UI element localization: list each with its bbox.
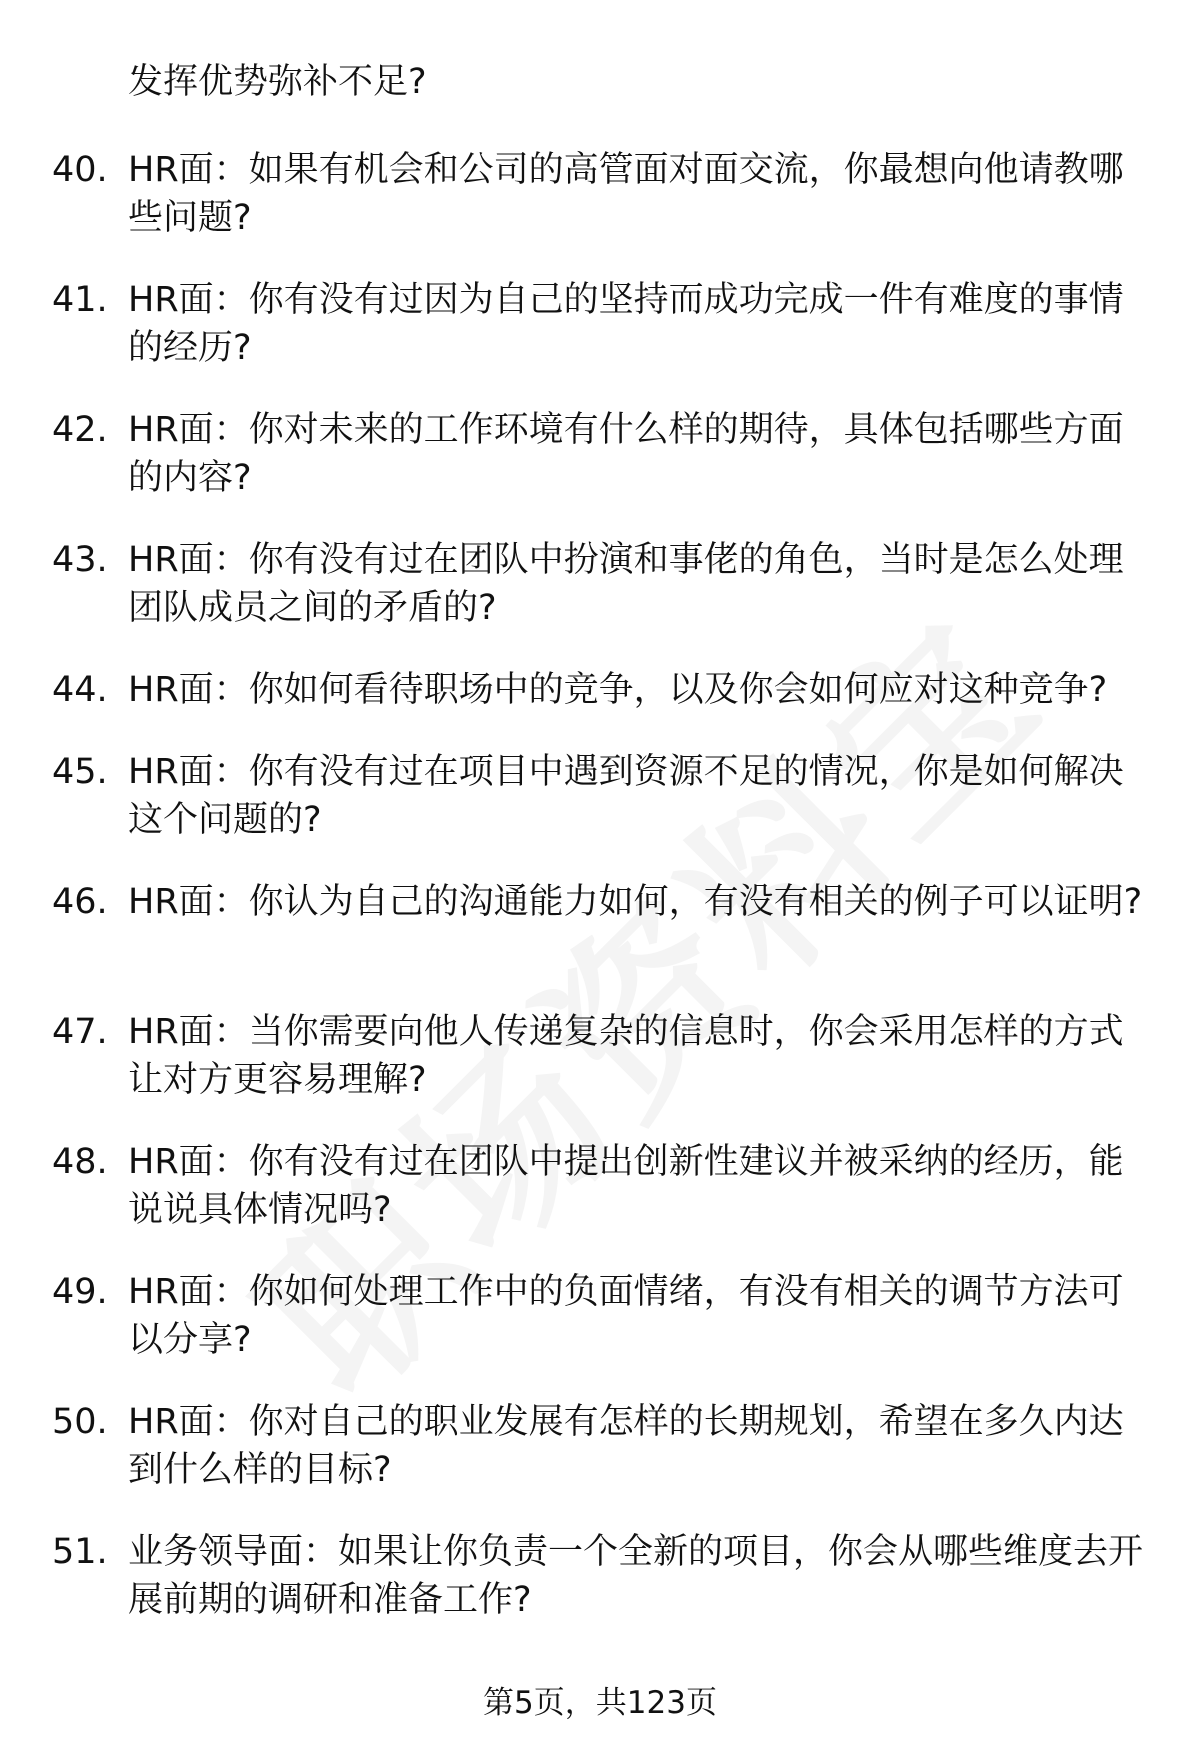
question-item-41 [0,276,1200,406]
question-item-44 [0,666,1200,748]
question-number: 47. [52,1012,108,1052]
question-text: HR面：你对未来的工作环境有什么样的期待，具体包括哪些方面的内容? [128,410,1124,498]
question-item-50 [0,1398,1200,1528]
question-item-45 [0,748,1200,878]
question-number: 45. [52,752,108,792]
question-text: HR面：你有没有过在团队中扮演和事佬的角色，当时是怎么处理团队成员之间的矛盾的? [128,540,1124,628]
question-item-42 [0,406,1200,536]
question-item-48 [0,1138,1200,1268]
question-item-47 [0,1008,1200,1138]
question-item-49 [0,1268,1200,1398]
continued-question-text: 发挥优势弥补不足? [128,62,427,102]
question-number: 43. [52,540,108,580]
question-number: 51. [52,1532,108,1572]
page-number-footer: 第5页，共123页 [483,1685,717,1721]
question-text: HR面：你如何看待职场中的竞争，以及你会如何应对这种竞争? [128,670,1108,710]
question-number: 41. [52,280,108,320]
question-text: HR面：如果有机会和公司的高管面对面交流，你最想向他请教哪些问题? [128,150,1124,238]
question-text: HR面：你有没有过在团队中提出创新性建议并被采纳的经历，能说说具体情况吗? [128,1142,1124,1230]
question-item-43 [0,536,1200,666]
question-number: 46. [52,882,108,922]
question-text: HR面：你认为自己的沟通能力如何，有没有相关的例子可以证明? [128,882,1143,922]
question-item-40 [0,146,1200,276]
question-number: 49. [52,1272,108,1312]
question-text: HR面：你如何处理工作中的负面情绪，有没有相关的调节方法可以分享? [128,1272,1124,1360]
question-text: HR面：你有没有过因为自己的坚持而成功完成一件有难度的事情的经历? [128,280,1124,368]
question-number: 50. [52,1402,108,1442]
question-item-46 [0,878,1200,1008]
question-text: 业务领导面：如果让你负责一个全新的项目，你会从哪些维度去开展前期的调研和准备工作? [128,1532,1144,1620]
question-text: HR面：你有没有过在项目中遇到资源不足的情况，你是如何解决这个问题的? [128,752,1124,840]
question-number: 44. [52,670,108,710]
question-number: 42. [52,410,108,450]
question-item-51 [0,1528,1200,1658]
question-list [0,146,1200,1658]
question-text: HR面：你对自己的职业发展有怎样的长期规划，希望在多久内达到什么样的目标? [128,1402,1124,1490]
question-text: HR面：当你需要向他人传递复杂的信息时，你会采用怎样的方式让对方更容易理解? [128,1012,1124,1100]
question-number: 48. [52,1142,108,1182]
question-number: 40. [52,150,108,190]
